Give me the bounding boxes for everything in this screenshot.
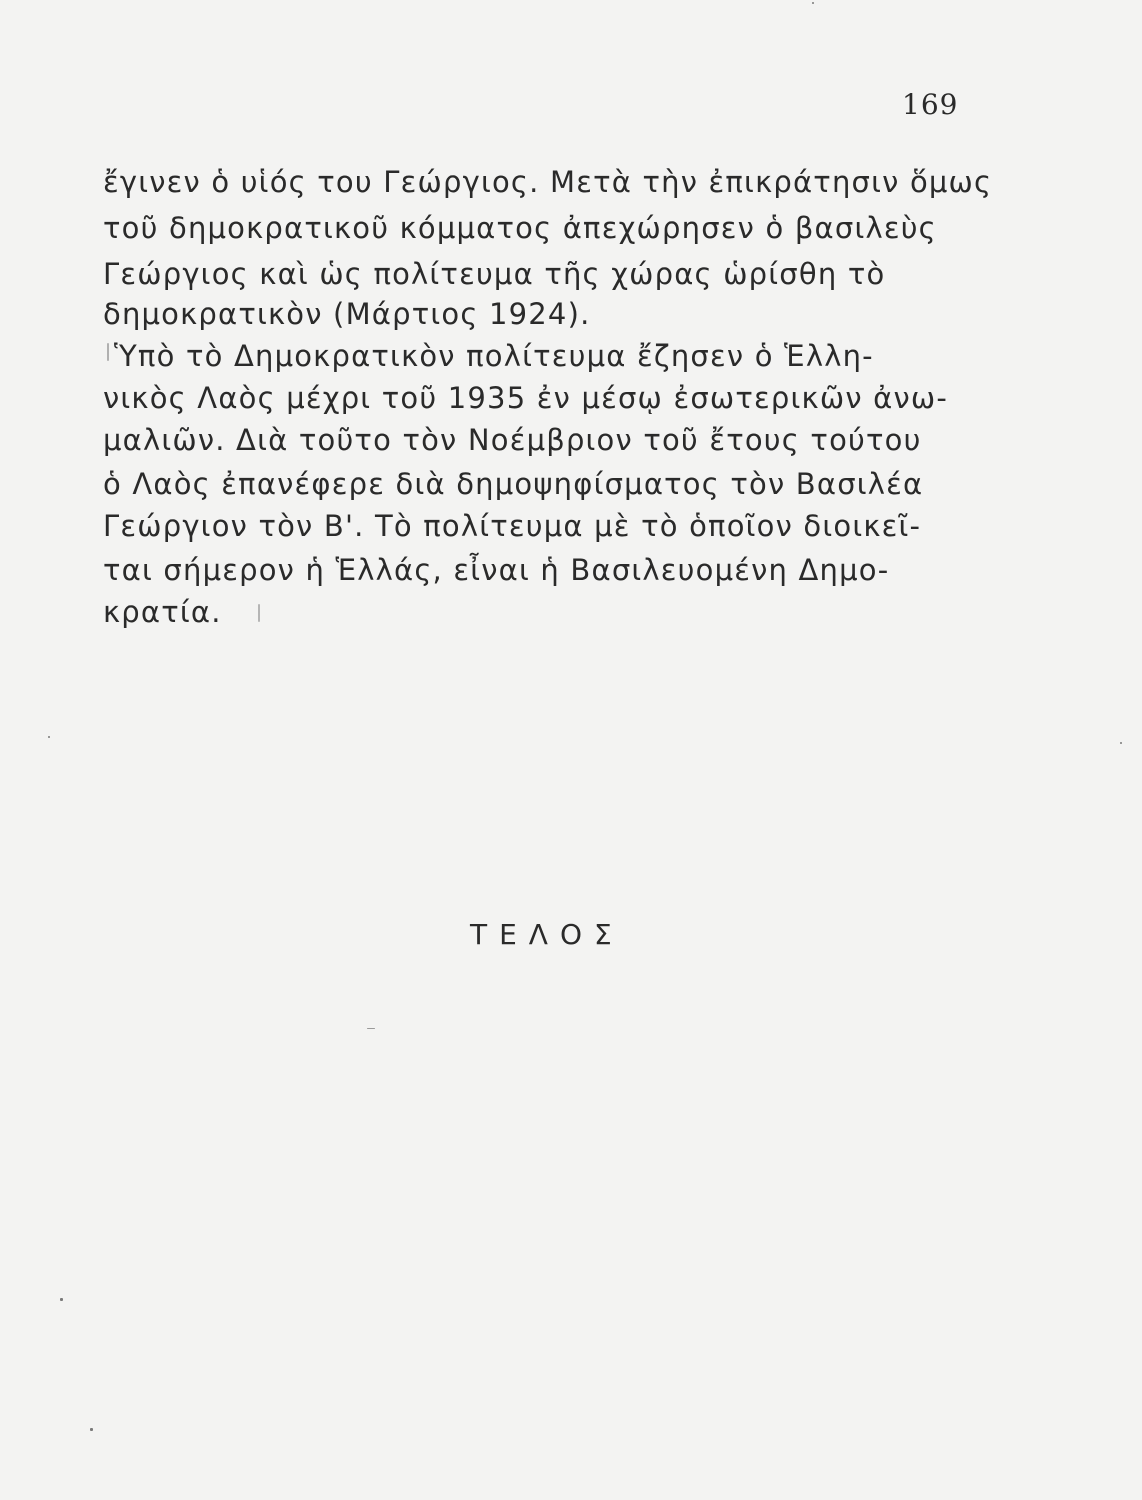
- text-line-1: ἔγινεν ὁ υἱός του Γεώργιος. Μετὰ τὴν ἐπικράτησιν ὅμως: [103, 165, 993, 199]
- scan-speck: [1120, 742, 1122, 744]
- text-line-8: ὁ Λαὸς ἐπανέφερε διὰ δημοψηφίσματος τὸν Βασιλέα: [103, 467, 924, 501]
- text-line-9: Γεώργιον τὸν Β'. Τὸ πολίτευμα μὲ τὸ ὁποῖον διοικεῖ-: [103, 509, 922, 543]
- page-number: 169: [902, 88, 959, 121]
- scan-speck: [812, 2, 814, 4]
- ending-word: ΤΕΛΟΣ: [470, 918, 624, 951]
- pencil-mark: [258, 604, 260, 622]
- text-line-11: κρατία.: [103, 595, 222, 629]
- text-line-5: Ὑπὸ τὸ Δημοκρατικὸν πολίτευμα ἔζησεν ὁ Ἑλλη-: [114, 339, 874, 373]
- text-line-3: Γεώργιος καὶ ὡς πολίτευμα τῆς χώρας ὡρίσθη τὸ: [103, 257, 886, 291]
- text-line-10: ται σήμερον ἡ Ἑλλάς, εἶναι ἡ Βασιλευομένη Δημο-: [103, 553, 890, 587]
- text-line-7: μαλιῶν. Διὰ τοῦτο τὸν Νοέμβριον τοῦ ἔτους τούτου: [103, 423, 922, 457]
- scan-speck: [367, 1028, 375, 1029]
- text-line-2: τοῦ δημοκρατικοῦ κόμματος ἀπεχώρησεν ὁ βασιλεὺς: [103, 211, 937, 245]
- text-line-6: νικὸς Λαὸς μέχρι τοῦ 1935 ἐν μέσῳ ἐσωτερικῶν ἀνω-: [103, 381, 949, 415]
- pencil-mark: [107, 343, 109, 361]
- scan-speck: [60, 1298, 63, 1301]
- text-line-4: δημοκρατικὸν (Μάρτιος 1924).: [103, 297, 591, 331]
- scan-speck: [90, 1428, 93, 1431]
- scan-speck: [48, 736, 50, 738]
